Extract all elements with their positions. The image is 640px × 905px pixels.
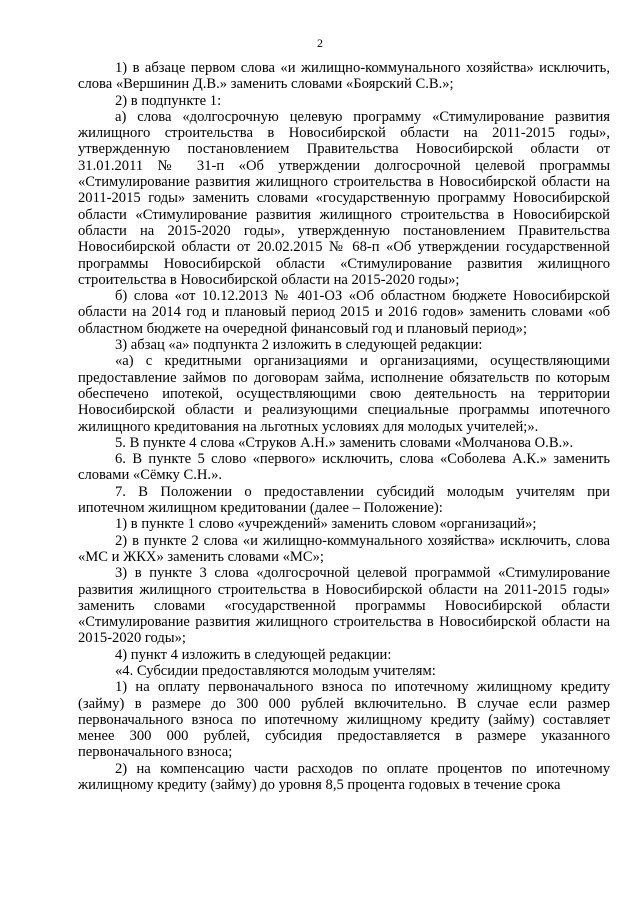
paragraph: 3) абзац «а» подпункта 2 изложить в следующей редакции: <box>115 337 483 354</box>
page-number: 2 <box>317 36 323 50</box>
paragraph: 4) пункт 4 изложить в следующей редакции: <box>115 646 392 663</box>
paragraph: 1) на оплату первоначального взноса по ипотечному жилищному кредиту (займу) в размере до 300 000 рублей включительно. В случае если размер первоначального взноса по ипотечному жилищному кредиту (займу) составляет менее 300 000 рублей, субсидия предоставляется в размере указанного первоначального взноса; <box>78 679 610 761</box>
paragraph: б) слова «от 10.12.2013 № 401-ОЗ «Об областном бюджете Новосибирской области на 2014 год и плановый период 2015 и 2016 годов» заменить словами «об областном бюджете на очередной финансовый год и плановый период»; <box>78 288 610 337</box>
paragraph: 5. В пункте 4 слова «Струков А.Н.» заменить словами «Молчанова О.В.». <box>115 434 574 451</box>
paragraph: 1) в пункте 1 слово «учреждений» заменить словом «организаций»; <box>115 516 537 533</box>
paragraph: а) слова «долгосрочную целевую программу «Стимулирование развития жилищного строительства в Новосибирской области на 2011-2015 годы», утвержденную постановлением Правительства Новосибирской области от 31.01.2011 № 31-п «Об утверждении долгосрочной целевой программы «Стимулирование развития жилищного строительства в Новосибирской области на 2011-2015 годы» заменить словами «государственную программу Новосибирской области «Стимулирование развития жилищного строительства в Новосибирской области на 2015-2020 годы», утвержденную постановлением Правительства Новосибирской области от 20.02.2015 № 68-п «Об утверждении государственной программы Новосибирской области «Стимулирование развития жилищного строительства в Новосибирской области на 2015-2020 годы»; <box>78 108 610 288</box>
paragraph: «а) с кредитными организациями и организациями, осуществляющими предоставление займов по договорам займа, исполнение обязательств по которым обеспечено ипотекой, осуществляющими свою деятельность на территории Новосибирской области и реализующими специальные программы ипотечного жилищного кредитования на льготных условиях для молодых учителей;». <box>78 353 610 435</box>
paragraph: 2) на компенсацию части расходов по оплате процентов по ипотечному жилищному кредиту (займу) до уровня 8,5 процента годовых в течение срока <box>78 760 610 794</box>
paragraph: 1) в абзаце первом слова «и жилищно-коммунального хозяйства» исключить, слова «Вершинин Д.В.» заменить словами «Боярский С.В.»; <box>78 60 610 93</box>
paragraph: 6. В пункте 5 слово «первого» исключить, слова «Соболева А.К.» заменить словами «Сёмку С.Н.». <box>78 451 610 484</box>
paragraph: «4. Субсидии предоставляются молодым учителям: <box>115 662 436 679</box>
paragraph: 7. В Положении о предоставлении субсидий молодым учителям при ипотечном жилищном кредитовании (далее – Положение): <box>78 483 610 517</box>
paragraph: 2) в подпункте 1: <box>115 92 222 109</box>
paragraph: 3) в пункте 3 слова «долгосрочной целевой программой «Стимулирование развития жилищного строительства в Новосибирской области на 2011-2015 годы» заменить словами «государственной программы Новосибирской области «Стимулирование развития жилищного строительства в Новосибирской области на 2015-2020 годы»; <box>78 565 610 647</box>
document-body <box>78 60 610 793</box>
paragraph: 2) в пункте 2 слова «и жилищно-коммунального хозяйства» исключить, слова «МС и ЖКХ» заменить словами «МС»; <box>78 532 610 565</box>
